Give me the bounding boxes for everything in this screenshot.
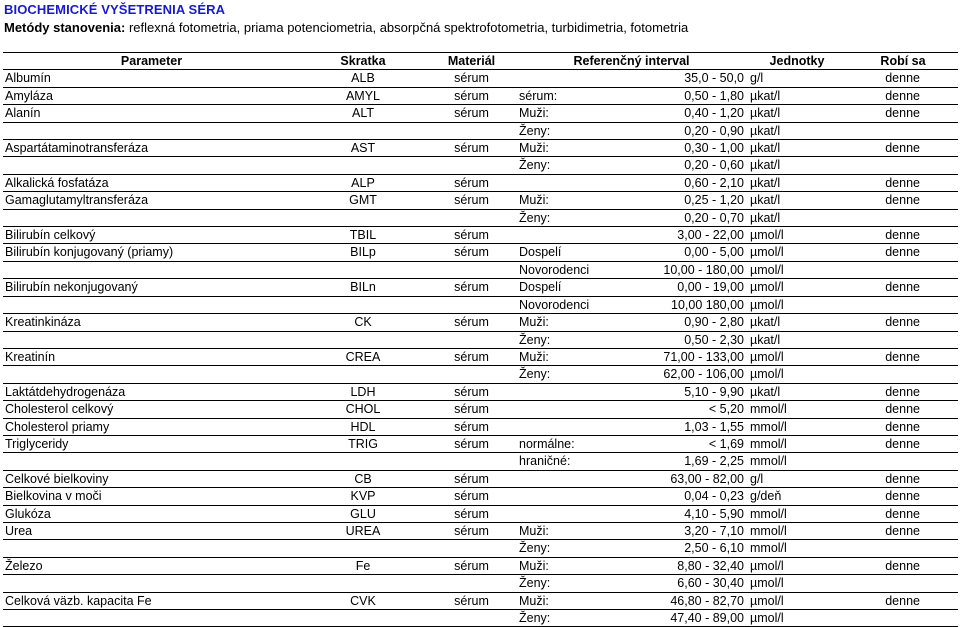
cell-unit: mmol/l bbox=[746, 505, 848, 522]
cell-frequency bbox=[848, 540, 958, 557]
cell-material bbox=[426, 261, 517, 278]
cell-frequency: denne bbox=[848, 105, 958, 122]
cell-material bbox=[426, 331, 517, 348]
cell-range: < 1,69 bbox=[592, 435, 746, 452]
cell-frequency: denne bbox=[848, 348, 958, 365]
cell-parameter: Bilirubín celkový bbox=[3, 227, 300, 244]
cell-qualifier bbox=[517, 70, 592, 87]
cell-qualifier: Ženy: bbox=[517, 331, 592, 348]
cell-qualifier: Muži: bbox=[517, 348, 592, 365]
table-row bbox=[3, 174, 958, 191]
table-row bbox=[3, 296, 958, 313]
cell-qualifier: normálne: bbox=[517, 435, 592, 452]
table-row bbox=[3, 122, 958, 139]
cell-unit: mmol/l bbox=[746, 522, 848, 539]
cell-qualifier bbox=[517, 505, 592, 522]
cell-abbreviation: KVP bbox=[300, 488, 426, 505]
cell-frequency: denne bbox=[848, 314, 958, 331]
cell-unit: µkat/l bbox=[746, 383, 848, 400]
cell-range: 0,50 - 1,80 bbox=[592, 87, 746, 104]
cell-material: sérum bbox=[426, 505, 517, 522]
cell-frequency bbox=[848, 331, 958, 348]
table-row bbox=[3, 435, 958, 452]
cell-range: 5,10 - 9,90 bbox=[592, 383, 746, 400]
table-row bbox=[3, 331, 958, 348]
table-row bbox=[3, 227, 958, 244]
cell-material bbox=[426, 453, 517, 470]
table-row bbox=[3, 105, 958, 122]
cell-unit: µmol/l bbox=[746, 296, 848, 313]
cell-frequency: denne bbox=[848, 488, 958, 505]
cell-material: sérum bbox=[426, 418, 517, 435]
cell-qualifier: Novorodenci bbox=[517, 261, 592, 278]
cell-material: sérum bbox=[426, 105, 517, 122]
cell-unit: g/l bbox=[746, 470, 848, 487]
cell-frequency: denne bbox=[848, 592, 958, 609]
cell-frequency: denne bbox=[848, 87, 958, 104]
cell-unit: µmol/l bbox=[746, 610, 848, 627]
cell-material: sérum bbox=[426, 244, 517, 261]
cell-range: 0,50 - 2,30 bbox=[592, 331, 746, 348]
cell-parameter: Gamaglutamyltransferáza bbox=[3, 192, 300, 209]
cell-range: 4,10 - 5,90 bbox=[592, 505, 746, 522]
cell-material: sérum bbox=[426, 70, 517, 87]
cell-range: 71,00 - 133,00 bbox=[592, 348, 746, 365]
cell-range: 6,60 - 30,40 bbox=[592, 575, 746, 592]
cell-abbreviation: ALP bbox=[300, 174, 426, 191]
cell-parameter: Železo bbox=[3, 557, 300, 574]
cell-abbreviation bbox=[300, 296, 426, 313]
header-material: Materiál bbox=[426, 53, 517, 70]
cell-unit: µkat/l bbox=[746, 157, 848, 174]
cell-unit: µkat/l bbox=[746, 192, 848, 209]
cell-abbreviation bbox=[300, 122, 426, 139]
cell-material: sérum bbox=[426, 557, 517, 574]
cell-range: 0,20 - 0,70 bbox=[592, 209, 746, 226]
cell-qualifier: Dospelí bbox=[517, 279, 592, 296]
cell-material: sérum bbox=[426, 140, 517, 157]
header-reference-interval: Referenčný interval bbox=[517, 53, 746, 70]
cell-unit: µkat/l bbox=[746, 87, 848, 104]
cell-frequency bbox=[848, 366, 958, 383]
table-row bbox=[3, 279, 958, 296]
cell-qualifier: hraničné: bbox=[517, 453, 592, 470]
cell-frequency bbox=[848, 261, 958, 278]
cell-range: 0,20 - 0,90 bbox=[592, 122, 746, 139]
cell-abbreviation: LDH bbox=[300, 383, 426, 400]
cell-abbreviation: AST bbox=[300, 140, 426, 157]
cell-qualifier: Muži: bbox=[517, 140, 592, 157]
cell-frequency: denne bbox=[848, 505, 958, 522]
cell-abbreviation: CK bbox=[300, 314, 426, 331]
cell-range: 35,0 - 50,0 bbox=[592, 70, 746, 87]
cell-unit: µmol/l bbox=[746, 592, 848, 609]
cell-material: sérum bbox=[426, 470, 517, 487]
cell-qualifier: Ženy: bbox=[517, 122, 592, 139]
cell-range: 0,00 - 5,00 bbox=[592, 244, 746, 261]
cell-abbreviation: TBIL bbox=[300, 227, 426, 244]
cell-qualifier: Muži: bbox=[517, 105, 592, 122]
cell-material: sérum bbox=[426, 522, 517, 539]
cell-abbreviation: CVK bbox=[300, 592, 426, 609]
cell-parameter bbox=[3, 610, 300, 627]
cell-parameter: Aspartátaminotransferáza bbox=[3, 140, 300, 157]
cell-abbreviation: TRIG bbox=[300, 435, 426, 452]
cell-parameter: Celkové bielkoviny bbox=[3, 470, 300, 487]
cell-qualifier bbox=[517, 418, 592, 435]
cell-range: 46,80 - 82,70 bbox=[592, 592, 746, 609]
cell-material: sérum bbox=[426, 279, 517, 296]
cell-frequency: denne bbox=[848, 140, 958, 157]
cell-unit: µkat/l bbox=[746, 331, 848, 348]
cell-range: 1,03 - 1,55 bbox=[592, 418, 746, 435]
cell-material: sérum bbox=[426, 383, 517, 400]
cell-unit: µkat/l bbox=[746, 105, 848, 122]
cell-parameter: Laktátdehydrogenáza bbox=[3, 383, 300, 400]
cell-range: 0,25 - 1,20 bbox=[592, 192, 746, 209]
header-parameter: Parameter bbox=[3, 53, 300, 70]
table-row bbox=[3, 261, 958, 278]
cell-abbreviation: CB bbox=[300, 470, 426, 487]
table-row bbox=[3, 592, 958, 609]
cell-abbreviation: UREA bbox=[300, 522, 426, 539]
cell-parameter: Amyláza bbox=[3, 87, 300, 104]
cell-qualifier: Muži: bbox=[517, 192, 592, 209]
cell-abbreviation: CREA bbox=[300, 348, 426, 365]
cell-qualifier bbox=[517, 383, 592, 400]
cell-qualifier bbox=[517, 488, 592, 505]
cell-range: 0,40 - 1,20 bbox=[592, 105, 746, 122]
cell-material bbox=[426, 366, 517, 383]
cell-abbreviation: HDL bbox=[300, 418, 426, 435]
cell-parameter: Cholesterol celkový bbox=[3, 401, 300, 418]
cell-range: 10,00 180,00 bbox=[592, 296, 746, 313]
cell-frequency: denne bbox=[848, 192, 958, 209]
cell-parameter: Albumín bbox=[3, 70, 300, 87]
cell-unit: µmol/l bbox=[746, 261, 848, 278]
cell-parameter: Alanín bbox=[3, 105, 300, 122]
cell-frequency: denne bbox=[848, 279, 958, 296]
methods-text: reflexná fotometria, priama potenciometria, absorpčná spektrofotometria, turbidimetria, fotometria bbox=[125, 20, 689, 35]
cell-range: 62,00 - 106,00 bbox=[592, 366, 746, 383]
cell-material bbox=[426, 296, 517, 313]
cell-abbreviation bbox=[300, 331, 426, 348]
cell-qualifier: Novorodenci bbox=[517, 296, 592, 313]
cell-abbreviation bbox=[300, 261, 426, 278]
table-row bbox=[3, 383, 958, 400]
cell-range: 0,90 - 2,80 bbox=[592, 314, 746, 331]
cell-unit: µmol/l bbox=[746, 557, 848, 574]
cell-unit: µmol/l bbox=[746, 348, 848, 365]
table-row bbox=[3, 557, 958, 574]
cell-range: 0,04 - 0,23 bbox=[592, 488, 746, 505]
table-row bbox=[3, 140, 958, 157]
cell-material: sérum bbox=[426, 174, 517, 191]
cell-qualifier: Ženy: bbox=[517, 610, 592, 627]
cell-parameter bbox=[3, 575, 300, 592]
cell-material: sérum bbox=[426, 314, 517, 331]
cell-range: 0,60 - 2,10 bbox=[592, 174, 746, 191]
cell-qualifier bbox=[517, 470, 592, 487]
cell-material: sérum bbox=[426, 227, 517, 244]
cell-abbreviation: BILn bbox=[300, 279, 426, 296]
cell-material bbox=[426, 157, 517, 174]
header-units: Jednotky bbox=[746, 53, 848, 70]
table-body bbox=[3, 70, 958, 627]
cell-unit: mmol/l bbox=[746, 418, 848, 435]
table-row bbox=[3, 522, 958, 539]
cell-frequency bbox=[848, 575, 958, 592]
cell-material bbox=[426, 610, 517, 627]
cell-unit: µkat/l bbox=[746, 122, 848, 139]
cell-material bbox=[426, 575, 517, 592]
cell-parameter: Bilirubín nekonjugovaný bbox=[3, 279, 300, 296]
cell-parameter bbox=[3, 157, 300, 174]
cell-frequency: denne bbox=[848, 418, 958, 435]
cell-parameter bbox=[3, 122, 300, 139]
table-row bbox=[3, 488, 958, 505]
cell-abbreviation: AMYL bbox=[300, 87, 426, 104]
cell-abbreviation bbox=[300, 209, 426, 226]
cell-material: sérum bbox=[426, 435, 517, 452]
cell-unit: µmol/l bbox=[746, 575, 848, 592]
table-row bbox=[3, 209, 958, 226]
cell-abbreviation: GMT bbox=[300, 192, 426, 209]
cell-frequency bbox=[848, 610, 958, 627]
table-row bbox=[3, 314, 958, 331]
table-row bbox=[3, 157, 958, 174]
cell-range: 2,50 - 6,10 bbox=[592, 540, 746, 557]
cell-qualifier: sérum: bbox=[517, 87, 592, 104]
cell-material: sérum bbox=[426, 348, 517, 365]
cell-unit: mmol/l bbox=[746, 401, 848, 418]
cell-abbreviation: ALT bbox=[300, 105, 426, 122]
cell-material bbox=[426, 122, 517, 139]
cell-parameter: Glukóza bbox=[3, 505, 300, 522]
cell-parameter bbox=[3, 366, 300, 383]
cell-unit: µkat/l bbox=[746, 314, 848, 331]
header-row bbox=[3, 53, 958, 70]
cell-qualifier: Ženy: bbox=[517, 157, 592, 174]
cell-qualifier bbox=[517, 401, 592, 418]
cell-qualifier: Muži: bbox=[517, 314, 592, 331]
cell-abbreviation bbox=[300, 610, 426, 627]
cell-material bbox=[426, 540, 517, 557]
cell-parameter: Celková väzb. kapacita Fe bbox=[3, 592, 300, 609]
cell-parameter: Cholesterol priamy bbox=[3, 418, 300, 435]
header-frequency: Robí sa bbox=[848, 53, 958, 70]
cell-material: sérum bbox=[426, 592, 517, 609]
table-row bbox=[3, 470, 958, 487]
cell-qualifier: Muži: bbox=[517, 557, 592, 574]
cell-unit: mmol/l bbox=[746, 540, 848, 557]
cell-abbreviation: ALB bbox=[300, 70, 426, 87]
cell-unit: µkat/l bbox=[746, 209, 848, 226]
cell-material: sérum bbox=[426, 87, 517, 104]
cell-parameter bbox=[3, 331, 300, 348]
cell-frequency bbox=[848, 157, 958, 174]
cell-parameter: Bilirubín konjugovaný (priamy) bbox=[3, 244, 300, 261]
cell-qualifier: Ženy: bbox=[517, 209, 592, 226]
cell-abbreviation: BILp bbox=[300, 244, 426, 261]
cell-parameter: Urea bbox=[3, 522, 300, 539]
cell-parameter bbox=[3, 209, 300, 226]
table-row bbox=[3, 575, 958, 592]
cell-unit: µmol/l bbox=[746, 244, 848, 261]
cell-unit: µmol/l bbox=[746, 279, 848, 296]
cell-frequency: denne bbox=[848, 435, 958, 452]
header-abbreviation: Skratka bbox=[300, 53, 426, 70]
table-row bbox=[3, 540, 958, 557]
cell-unit: µmol/l bbox=[746, 227, 848, 244]
cell-material: sérum bbox=[426, 401, 517, 418]
cell-qualifier bbox=[517, 174, 592, 191]
methods-label: Metódy stanovenia: bbox=[4, 20, 126, 35]
table-row bbox=[3, 244, 958, 261]
table-row bbox=[3, 418, 958, 435]
methods-line bbox=[4, 20, 688, 35]
cell-material: sérum bbox=[426, 192, 517, 209]
cell-frequency: denne bbox=[848, 244, 958, 261]
cell-qualifier: Ženy: bbox=[517, 575, 592, 592]
cell-parameter bbox=[3, 296, 300, 313]
cell-range: 0,20 - 0,60 bbox=[592, 157, 746, 174]
cell-unit: mmol/l bbox=[746, 435, 848, 452]
cell-qualifier: Ženy: bbox=[517, 366, 592, 383]
cell-frequency: denne bbox=[848, 557, 958, 574]
cell-unit: g/deň bbox=[746, 488, 848, 505]
cell-abbreviation bbox=[300, 575, 426, 592]
table-row bbox=[3, 453, 958, 470]
cell-abbreviation: CHOL bbox=[300, 401, 426, 418]
cell-range: 1,69 - 2,25 bbox=[592, 453, 746, 470]
table-row bbox=[3, 401, 958, 418]
cell-range: 47,40 - 89,00 bbox=[592, 610, 746, 627]
cell-parameter bbox=[3, 453, 300, 470]
cell-parameter: Kreatinkináza bbox=[3, 314, 300, 331]
cell-abbreviation bbox=[300, 540, 426, 557]
cell-frequency: denne bbox=[848, 522, 958, 539]
cell-range: 3,20 - 7,10 bbox=[592, 522, 746, 539]
cell-frequency: denne bbox=[848, 174, 958, 191]
table-row bbox=[3, 87, 958, 104]
table-row bbox=[3, 610, 958, 627]
cell-unit: µmol/l bbox=[746, 366, 848, 383]
cell-abbreviation bbox=[300, 366, 426, 383]
cell-abbreviation bbox=[300, 157, 426, 174]
cell-abbreviation: Fe bbox=[300, 557, 426, 574]
cell-parameter bbox=[3, 261, 300, 278]
table-row bbox=[3, 505, 958, 522]
cell-material bbox=[426, 209, 517, 226]
cell-parameter: Kreatinín bbox=[3, 348, 300, 365]
cell-range: < 5,20 bbox=[592, 401, 746, 418]
page-title: BIOCHEMICKÉ VYŠETRENIA SÉRA bbox=[4, 2, 226, 17]
cell-material: sérum bbox=[426, 488, 517, 505]
cell-range: 3,00 - 22,00 bbox=[592, 227, 746, 244]
cell-range: 8,80 - 32,40 bbox=[592, 557, 746, 574]
cell-frequency bbox=[848, 296, 958, 313]
cell-qualifier: Muži: bbox=[517, 592, 592, 609]
cell-parameter bbox=[3, 540, 300, 557]
cell-frequency: denne bbox=[848, 383, 958, 400]
cell-unit: µkat/l bbox=[746, 140, 848, 157]
cell-frequency: denne bbox=[848, 70, 958, 87]
cell-frequency bbox=[848, 453, 958, 470]
cell-unit: mmol/l bbox=[746, 453, 848, 470]
cell-parameter: Triglyceridy bbox=[3, 435, 300, 452]
table-row bbox=[3, 366, 958, 383]
cell-parameter: Alkalická fosfatáza bbox=[3, 174, 300, 191]
cell-qualifier: Ženy: bbox=[517, 540, 592, 557]
cell-range: 0,00 - 19,00 bbox=[592, 279, 746, 296]
cell-range: 63,00 - 82,00 bbox=[592, 470, 746, 487]
cell-qualifier: Dospelí bbox=[517, 244, 592, 261]
cell-qualifier bbox=[517, 227, 592, 244]
reference-table bbox=[3, 52, 958, 627]
cell-abbreviation: GLU bbox=[300, 505, 426, 522]
table-row bbox=[3, 70, 958, 87]
cell-frequency: denne bbox=[848, 227, 958, 244]
cell-parameter: Bielkovina v moči bbox=[3, 488, 300, 505]
cell-unit: µkat/l bbox=[746, 174, 848, 191]
cell-range: 10,00 - 180,00 bbox=[592, 261, 746, 278]
cell-frequency bbox=[848, 209, 958, 226]
cell-frequency: denne bbox=[848, 470, 958, 487]
cell-unit: g/l bbox=[746, 70, 848, 87]
cell-frequency: denne bbox=[848, 401, 958, 418]
table-row bbox=[3, 348, 958, 365]
cell-abbreviation bbox=[300, 453, 426, 470]
cell-range: 0,30 - 1,00 bbox=[592, 140, 746, 157]
table-row bbox=[3, 192, 958, 209]
cell-frequency bbox=[848, 122, 958, 139]
cell-qualifier: Muži: bbox=[517, 522, 592, 539]
